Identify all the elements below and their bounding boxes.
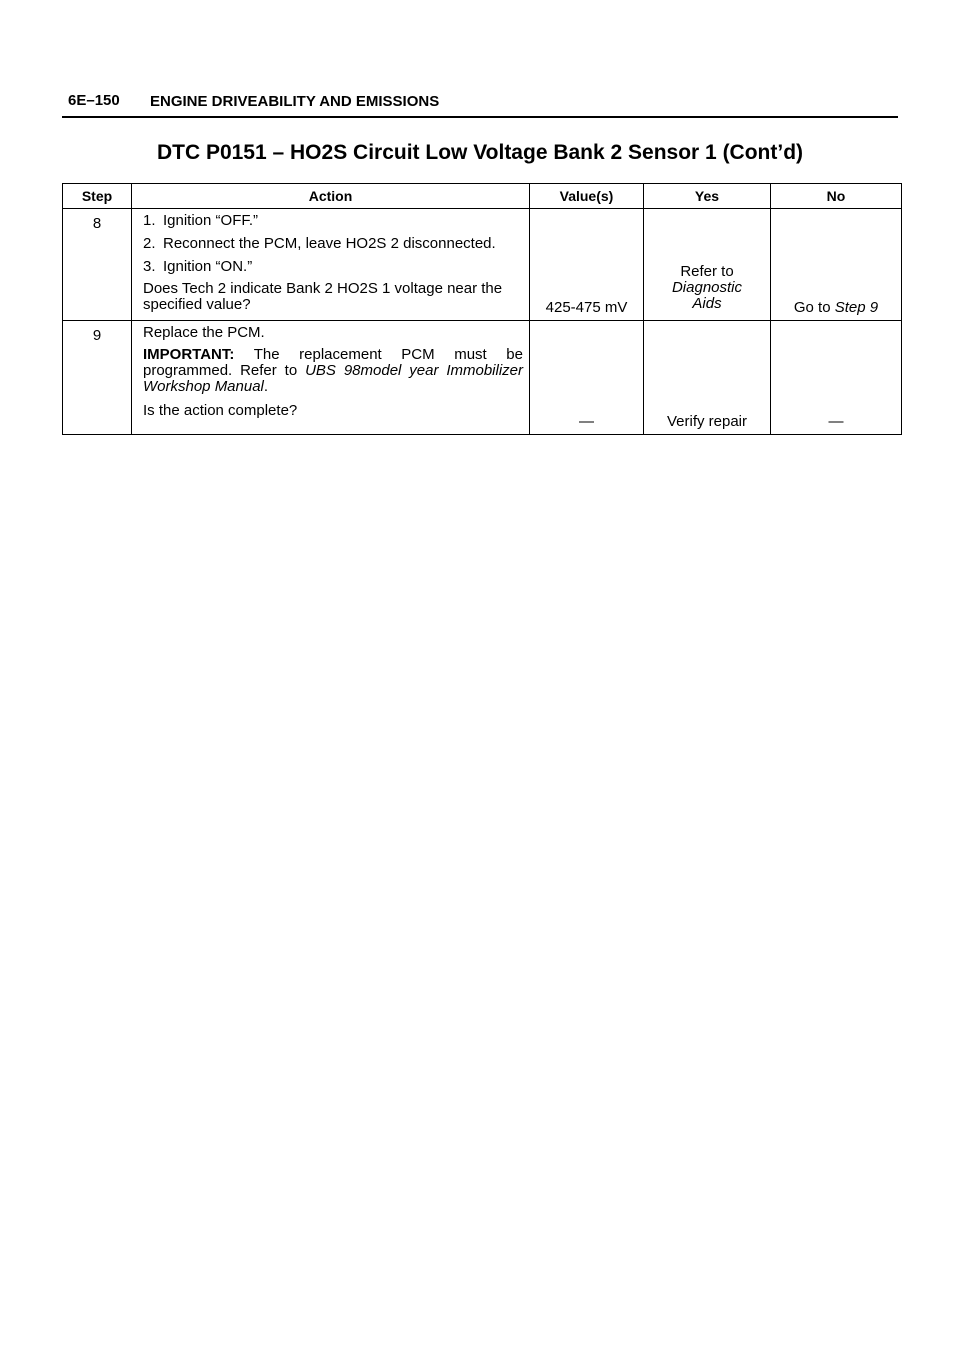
no-cell: — xyxy=(771,321,902,435)
section-title: ENGINE DRIVEABILITY AND EMISSIONS xyxy=(150,93,440,110)
page-title: DTC P0151 – HO2S Circuit Low Voltage Bank 2 Sensor 1 (Cont’d) xyxy=(156,141,804,164)
column-header-action: Action xyxy=(132,184,530,209)
step-number: 9 xyxy=(63,321,132,435)
value-cell: — xyxy=(530,321,644,435)
action-step: 3. Ignition “ON.” xyxy=(143,258,253,275)
table-row xyxy=(63,209,902,321)
action-step: 2. Reconnect the PCM, leave HO2S 2 disconnected. xyxy=(143,235,496,252)
action-cell xyxy=(132,209,530,321)
table-row xyxy=(63,321,902,435)
action-cell xyxy=(132,321,530,435)
important-note: IMPORTANT: The replacement PCM must be programmed. Refer to UBS 98model year Immobilizer Workshop Manual. xyxy=(143,346,524,395)
action-step: 1. Ignition “OFF.” xyxy=(143,212,259,229)
yes-cell: Verify repair xyxy=(644,321,771,435)
step-number: 8 xyxy=(63,209,132,321)
table-header-row xyxy=(63,184,902,209)
value-cell: 425-475 mV xyxy=(530,209,644,321)
page-header xyxy=(62,88,898,118)
column-header-yes: Yes xyxy=(644,184,771,209)
page-number: 6E–150 xyxy=(68,92,120,109)
column-header-no: No xyxy=(771,184,902,209)
action-question: Does Tech 2 indicate Bank 2 HO2S 1 voltage near the specified value? xyxy=(143,280,503,313)
diagnostic-table xyxy=(62,183,902,435)
yes-cell: Refer to Diagnostic Aids xyxy=(644,209,771,321)
no-cell: Go to Step 9 xyxy=(771,209,902,321)
action-step: Replace the PCM. xyxy=(143,324,265,341)
column-header-step: Step xyxy=(63,184,132,209)
column-header-values: Value(s) xyxy=(530,184,644,209)
action-question: Is the action complete? xyxy=(143,402,298,419)
